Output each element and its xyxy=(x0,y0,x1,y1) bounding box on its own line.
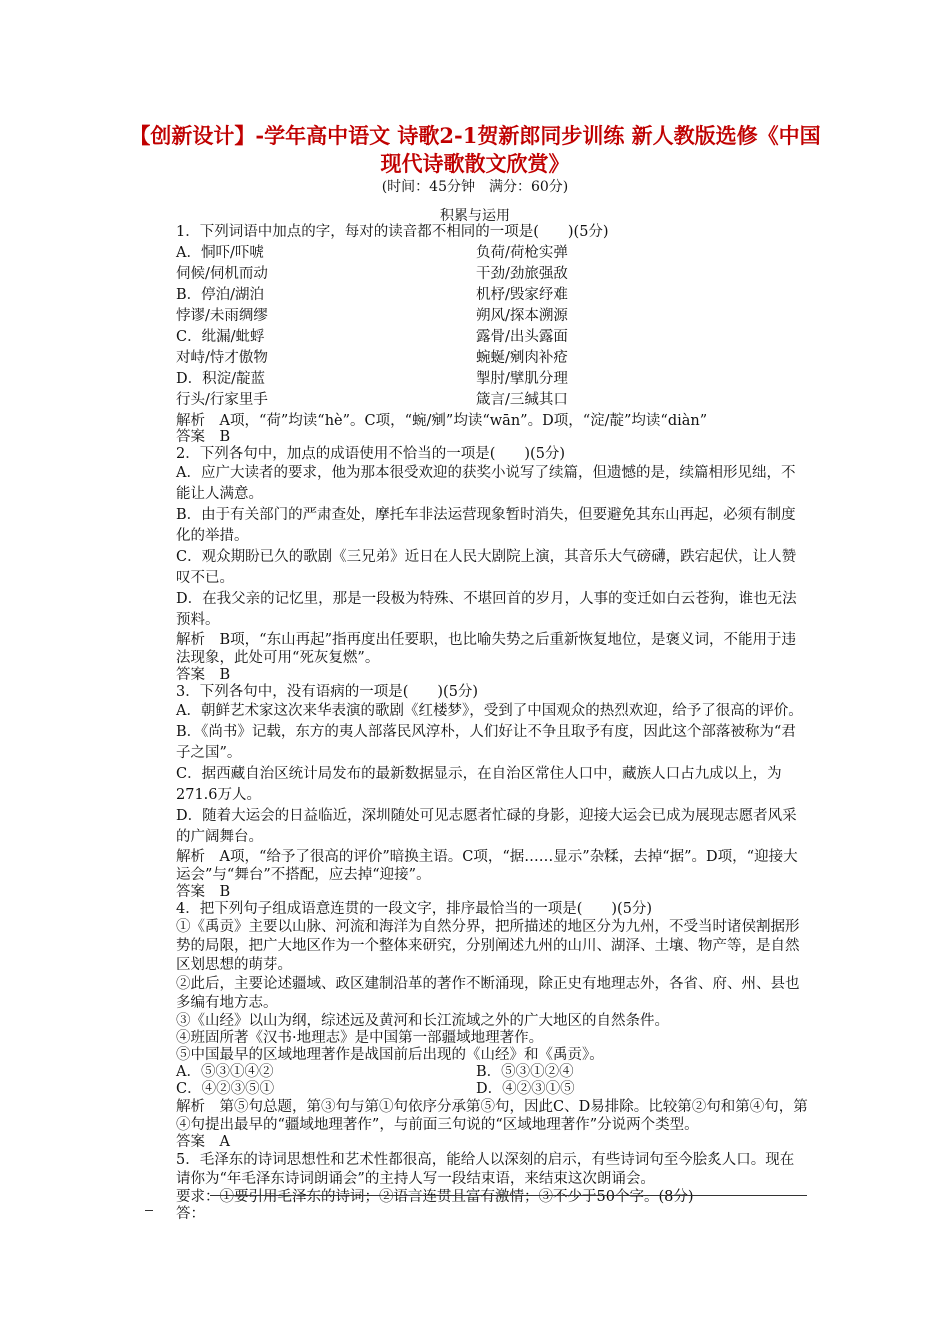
q1-row xyxy=(176,285,808,306)
answer-blank-tail xyxy=(145,1210,153,1211)
q1-option-right: 蜿蜒/剜肉补疮 xyxy=(476,350,568,366)
q1-row xyxy=(176,327,808,348)
q1-row xyxy=(176,264,808,285)
q1-option-right: 朔风/探本溯源 xyxy=(476,308,568,324)
answer-blank-line[interactable] xyxy=(210,1195,807,1196)
q5-answer-label: 答： xyxy=(176,1206,205,1222)
q1-option-left: B．停泊/湖泊 xyxy=(176,287,265,303)
q1-option-left: 对峙/恃才傲物 xyxy=(176,350,268,366)
q1-option-right: 露骨/出头露面 xyxy=(476,329,568,345)
q3-answer: 答案 B xyxy=(176,884,231,900)
q1-stem: 1．下列词语中加点的字，每对的读音都不相同的一项是( )(5分) xyxy=(176,224,609,240)
document-title: 【创新设计】-学年高中语文 诗歌2-1贺新郎同步训练 新人教版选修《中国现代诗歌散文欣赏》 xyxy=(129,123,821,176)
q4-option-d: D．④②③①⑤ xyxy=(476,1081,575,1097)
q3-option-a: A．朝鲜艺术家这次来华表演的歌剧《红楼梦》，受到了中国观众的热烈欢迎，给予了很高的评价。 xyxy=(176,703,803,719)
q1-option-left: 悖谬/未雨绸缪 xyxy=(176,308,268,324)
q4-answer: 答案 A xyxy=(176,1134,230,1150)
q3-stem: 3．下列各句中，没有语病的一项是( )(5分) xyxy=(176,684,479,700)
q2-stem: 2．下列各句中，加点的成语使用不恰当的一项是( )(5分) xyxy=(176,446,566,462)
q4-sentence-5: ⑤中国最早的区域地理著作是战国前后出现的《山经》和《禹贡》。 xyxy=(176,1047,604,1063)
q4-stem: 4．把下列句子组成语意连贯的一段文字，排序最恰当的一项是( )(5分) xyxy=(176,901,653,917)
q4-analysis: 解析 第⑤句总题，第③句与第①句依序分承第⑤句，因此C、D易排除。比较第②句和第④句，第④句提出最早的“疆域地理著作”，与前面三句说的“区域地理著作”分说两个类型。 xyxy=(176,1099,808,1133)
q4-sentence-1: ①《禹贡》主要以山脉、河流和海洋为自然分界，把所描述的地区分为九州，不受当时诸侯割据形势的局限，把广大地区作为一个整体来研究，分别阐述九州的山川、湖泽、土壤、物产等，是自然区划思想的萌芽。 xyxy=(176,919,800,973)
q3-analysis: 解析 A项，“给予了很高的评价”暗换主语。C项，“据……显示”杂糅，去掉“据”。D项，“迎接大运会”与“舞台”不搭配，应去掉“迎接”。 xyxy=(176,849,798,883)
q4-options-row xyxy=(176,1081,808,1098)
q5-stem: 5．毛泽东的诗词思想性和艺术性都很高，能给人以深刻的启示，有些诗词句至今脍炙人口。现在请你为“年毛泽东诗词朗诵会”的主持人写一段结束语，来结束这次朗诵会。 xyxy=(176,1152,795,1187)
q4-option-b: B．⑤③①②④ xyxy=(476,1064,574,1080)
q2-analysis: 解析 B项，“东山再起”指再度出任要职，也比喻失势之后重新恢复地位，是褒义词，不能用于违法现象，此处可用“死灰复燃”。 xyxy=(176,632,796,666)
q1-option-left: D．积淀/靛蓝 xyxy=(176,371,266,387)
q3-option-d: D．随着大运会的日益临近，深圳随处可见志愿者忙碌的身影，迎接大运会已成为展现志愿者风采的广阔舞台。 xyxy=(176,808,797,845)
q1-analysis: 解析 A项，“荷”均读“hè”。C项，“蜿/剜”均读“wān”。D项，“淀/靛”均读“diàn” xyxy=(176,413,708,429)
q1-option-left: 行头/行家里手 xyxy=(176,392,268,408)
q5-requirement: 要求：①要引用毛泽东的诗词；②语言连贯且富有激情；③不少于50个字。(8分) xyxy=(176,1189,694,1205)
q1-option-left: 伺候/伺机而动 xyxy=(176,266,268,282)
q1-row xyxy=(176,306,808,327)
q1-row xyxy=(176,390,808,411)
q2-answer: 答案 B xyxy=(176,667,231,683)
q4-option-a: A．⑤③①④② xyxy=(176,1064,274,1080)
q3-option-b: B．《尚书》记载，东方的夷人部落民风淳朴，人们好让不争且取予有度，因此这个部落被称为“君子之国”。 xyxy=(176,724,796,761)
q2-option-b: B．由于有关部门的严肃查处，摩托车非法运营现象暂时消失，但要避免其东山再起，必须有制度化的举措。 xyxy=(176,507,796,544)
q1-option-left: C．纰漏/蚍蜉 xyxy=(176,329,265,345)
q1-option-right: 箴言/三缄其口 xyxy=(476,392,568,408)
q4-sentence-3: ③《山经》以山为纲，综述远及黄河和长江流域之外的广大地区的自然条件。 xyxy=(176,1013,669,1029)
q1-option-right: 机杼/毁家纾难 xyxy=(476,287,568,303)
q1-answer: 答案 B xyxy=(176,429,231,445)
q4-options-row xyxy=(176,1064,808,1081)
q4-sentence-2: ②此后，主要论述疆域、政区建制沿革的著作不断涌现，除正史有地理志外，各省、府、州、县也多编有地方志。 xyxy=(176,976,800,1011)
q1-option-right: 干劲/劲旅强敌 xyxy=(476,266,568,282)
q1-row xyxy=(176,243,808,264)
question-body xyxy=(176,222,808,1223)
q1-row xyxy=(176,348,808,369)
q2-option-a: A．应广大读者的要求，他为那本很受欢迎的获奖小说写了续篇，但遗憾的是，续篇相形见绌，不能让人满意。 xyxy=(176,465,796,502)
q4-option-c: C．④②③⑤① xyxy=(176,1081,275,1097)
section-heading: 积累与运用 xyxy=(440,208,510,224)
q3-option-c: C．据西藏自治区统计局发布的最新数据显示，在自治区常住人口中，藏族人口占九成以上，为271.6万人。 xyxy=(176,766,782,803)
q1-option-right: 掣肘/擘肌分理 xyxy=(476,371,568,387)
q1-row xyxy=(176,369,808,390)
time-score-note: (时间：45分钟 满分：60分) xyxy=(381,179,569,195)
q1-option-right: 负荷/荷枪实弹 xyxy=(476,245,568,261)
q2-option-c: C．观众期盼已久的歌剧《三兄弟》近日在人民大剧院上演，其音乐大气磅礴，跌宕起伏，让人赞叹不已。 xyxy=(176,549,797,586)
q4-sentence-4: ④班固所著《汉书·地理志》是中国第一部疆域地理著作。 xyxy=(176,1030,544,1046)
q1-option-left: A．恫吓/吓唬 xyxy=(176,245,264,261)
q2-option-d: D．在我父亲的记忆里，那是一段极为特殊、不堪回首的岁月，人事的变迁如白云苍狗，谁也无法预料。 xyxy=(176,591,797,628)
